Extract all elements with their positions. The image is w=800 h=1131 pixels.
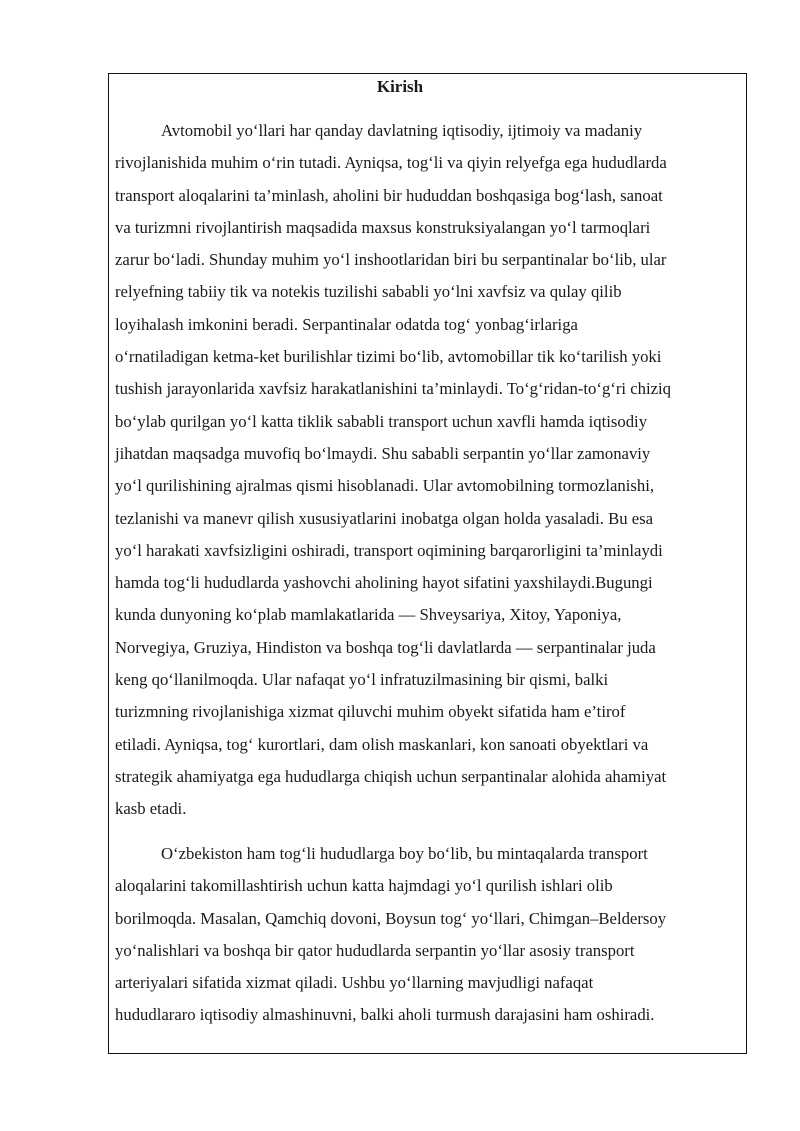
text-line: loyihalash imkonini beradi. Serpantinalar odatda tog‘ yonbag‘irlariga	[115, 314, 578, 334]
text-line: zarur bo‘ladi. Shunday muhim yo‘l inshootlaridan biri bu serpantinalar bo‘lib, ular	[115, 250, 667, 270]
text-line: tushish jarayonlarida xavfsiz harakatlanishini ta’minlaydi. To‘g‘ridan-to‘g‘ri chiziq	[115, 379, 671, 399]
text-line: tezlanishi va manevr qilish xususiyatlarini inobatga olgan holda yasaladi. Bu esa	[115, 508, 654, 528]
paragraph-uzbekistan	[115, 838, 745, 1032]
text-line: kasb etadi.	[115, 799, 187, 819]
text-line: bo‘ylab qurilgan yo‘l katta tiklik sababli transport uchun xavfli hamda iqtisodiy	[115, 411, 648, 431]
text-line: o‘rnatiladigan ketma-ket burilishlar tizimi bo‘lib, avtomobillar tik ko‘tarilish yoki	[115, 347, 662, 367]
text-line: aloqalarini takomillashtirish uchun katta hajmdagi yo‘l qurilish ishlari olib	[115, 876, 613, 896]
text-line: keng qo‘llanilmoqda. Ular nafaqat yo‘l infratuzilmasining bir qismi, balki	[115, 670, 609, 690]
text-line: O‘zbekiston ham tog‘li hududlarga boy bo‘lib, bu mintaqalarda transport	[161, 844, 648, 863]
section-heading: Kirish	[376, 77, 424, 96]
text-line: hududlararo iqtisodiy almashinuvni, balki aholi turmush darajasini ham oshiradi.	[115, 1005, 655, 1025]
text-line: Avtomobil yo‘llari har qanday davlatning iqtisodiy, ijtimoiy va madaniy	[161, 121, 643, 140]
text-line: va turizmni rivojlantirish maqsadida maxsus konstruksiyalangan yo‘l tarmoqlari	[115, 217, 651, 237]
text-line: arteriyalari sifatida xizmat qiladi. Ushbu yo‘llarning mavjudligi nafaqat	[115, 973, 594, 993]
text-line: kunda dunyoning ko‘plab mamlakatlarida — Shveysariya, Xitoy, Yaponiya,	[115, 605, 622, 625]
text-line: jihatdan maqsadga muvofiq bo‘lmaydi. Shu sababli serpantin yo‘llar zamonaviy	[115, 443, 651, 463]
text-line: yo‘nalishlari va boshqa bir qator hududlarda serpantin yo‘llar asosiy transport	[115, 940, 635, 960]
text-line: transport aloqalarini ta’minlash, aholini bir hududdan boshqasiga bog‘lash, sanoat	[115, 185, 663, 205]
text-line: yo‘l qurilishining ajralmas qismi hisoblanadi. Ular avtomobilning tormozlanishi,	[115, 476, 655, 496]
text-line: relyefning tabiiy tik va notekis tuzilishi sababli yo‘lni xavfsiz va qulay qilib	[115, 282, 622, 302]
text-line: borilmoqda. Masalan, Qamchiq dovoni, Boysun tog‘ yo‘llari, Chimgan–Beldersoy	[115, 908, 667, 928]
paragraph-introduction	[115, 115, 745, 826]
text-line: Norvegiya, Gruziya, Hindiston va boshqa tog‘li davlatlarda — serpantinalar juda	[115, 637, 656, 657]
text-line: hamda tog‘li hududlarda yashovchi aholining hayot sifatini yaxshilaydi.Bugungi	[115, 573, 653, 593]
text-line: turizmning rivojlanishiga xizmat qiluvchi muhim obyekt sifatida ham e’tirof	[115, 702, 626, 722]
text-line: yo‘l harakati xavfsizligini oshiradi, transport oqimining barqarorligini ta’minlaydi	[115, 540, 663, 560]
text-line: rivojlanishida muhim o‘rin tutadi. Ayniqsa, tog‘li va qiyin relyefga ega hududlarda	[115, 153, 667, 173]
text-line: strategik ahamiyatga ega hududlarga chiqish uchun serpantinalar alohida ahamiyat	[115, 766, 667, 786]
text-line: etiladi. Ayniqsa, tog‘ kurortlari, dam olish maskanlari, kon sanoati obyektlari va	[115, 734, 649, 754]
